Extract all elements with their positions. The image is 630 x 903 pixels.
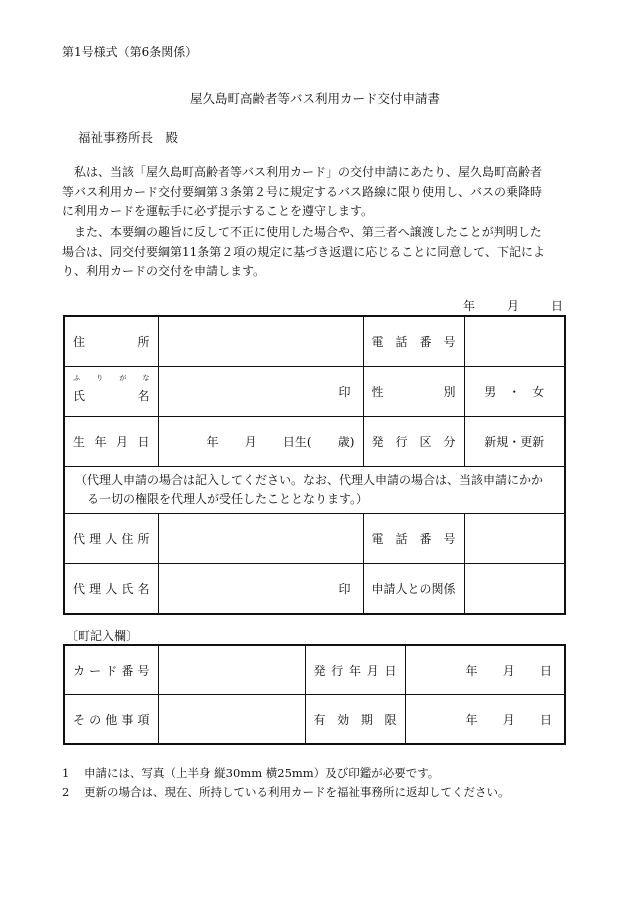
label-char: 名 bbox=[137, 389, 150, 403]
address-field[interactable] bbox=[158, 316, 363, 367]
label-char: 氏 bbox=[73, 389, 86, 403]
addressee: 福祉事務所長 殿 bbox=[78, 130, 179, 145]
label-char: 行 bbox=[395, 435, 408, 449]
relation-label-cell bbox=[363, 564, 464, 615]
label-char: 話 bbox=[395, 532, 408, 546]
label-char: 話 bbox=[395, 335, 408, 349]
note-line: （代理人申請の場合は記入してください。なお、代理人申請の場合は、当該申請にかか bbox=[75, 473, 544, 487]
paragraph-line: 等バス利用カード交付要綱第３条第２号に規定するバス路線に限り使用し、バスの乗降時 bbox=[62, 184, 543, 199]
paragraph-line: 場合は、同交付要綱第11条第２項の規定に基づき返還に応じることに同意して、下記によ bbox=[62, 244, 546, 259]
label-char: 年 bbox=[94, 435, 107, 449]
name-label-cell bbox=[64, 367, 158, 417]
label-char: 有 bbox=[313, 712, 326, 727]
relation-field[interactable] bbox=[464, 564, 565, 615]
note-item bbox=[62, 783, 510, 802]
issue-type-field[interactable] bbox=[464, 417, 565, 467]
label-char: の bbox=[89, 712, 102, 727]
label-char: 日 bbox=[384, 663, 397, 678]
other-label-cell bbox=[64, 695, 158, 745]
label-char: 性 bbox=[371, 385, 384, 399]
date-day-label: 日 bbox=[539, 712, 552, 727]
form-number: 第1号様式（第6条関係） bbox=[62, 45, 198, 59]
furigana-label bbox=[73, 373, 150, 383]
label-char: 別 bbox=[443, 385, 456, 399]
declaration-paragraph-1 bbox=[62, 163, 562, 222]
validity-label-cell bbox=[305, 695, 405, 745]
label-char: 番 bbox=[419, 335, 432, 349]
label-char: 項 bbox=[137, 712, 150, 727]
form-title: 屋久島町高齢者等バス利用カード交付申請書 bbox=[189, 91, 440, 106]
label-char: 住 bbox=[73, 335, 86, 349]
label-char: 行 bbox=[331, 663, 344, 678]
label-char: り bbox=[96, 374, 104, 382]
paragraph-line: に利用カードを運転手に必ず提示することを遵守します。 bbox=[62, 204, 374, 218]
note-number: 1 bbox=[62, 766, 70, 780]
validity-field[interactable] bbox=[405, 695, 565, 745]
town-table bbox=[63, 644, 566, 745]
issue-date-field[interactable] bbox=[405, 645, 565, 695]
birth-row bbox=[64, 417, 565, 467]
label-char: 住 bbox=[121, 532, 134, 546]
date-year-label: 年 bbox=[465, 712, 478, 727]
label-char: 所 bbox=[137, 335, 150, 349]
address-row bbox=[64, 316, 565, 367]
phone-label-cell bbox=[363, 316, 464, 367]
birth-day: 日生( bbox=[282, 435, 312, 449]
label-char: 発 bbox=[371, 435, 384, 449]
label-char: 発 bbox=[313, 663, 326, 678]
relation-label: 申請人との関係 bbox=[371, 582, 456, 596]
label-char: 分 bbox=[443, 435, 456, 449]
applicant-table bbox=[63, 315, 566, 615]
phone-field[interactable] bbox=[464, 316, 565, 367]
label-char: 効 bbox=[337, 712, 350, 727]
proxy-name-field[interactable] bbox=[158, 564, 363, 615]
label-char: 号 bbox=[443, 532, 456, 546]
note-line: る一切の権限を代理人が受任したこととなります。） bbox=[75, 492, 369, 506]
label-char: 名 bbox=[137, 582, 150, 596]
label-char: 代 bbox=[73, 582, 86, 596]
age: 歳) bbox=[337, 435, 355, 449]
proxy-name-row bbox=[64, 564, 565, 615]
date-year-label: 年 bbox=[463, 299, 476, 313]
label-char: 電 bbox=[371, 532, 384, 546]
label-char: 号 bbox=[443, 335, 456, 349]
label-char: 他 bbox=[105, 712, 118, 727]
gender-options: 男 ・ 女 bbox=[484, 385, 545, 399]
note-number: 2 bbox=[62, 785, 70, 799]
label-char: な bbox=[142, 374, 150, 382]
proxy-phone-field[interactable] bbox=[464, 514, 565, 564]
proxy-name-label-cell bbox=[64, 564, 158, 615]
label-char: カ bbox=[73, 663, 86, 678]
label-char: ー bbox=[89, 663, 102, 678]
label-char: 番 bbox=[121, 663, 134, 678]
issue-type-label-cell bbox=[363, 417, 464, 467]
note-item bbox=[62, 764, 510, 783]
birth-label-cell bbox=[64, 417, 158, 467]
date-month-label: 月 bbox=[506, 299, 519, 313]
label-char: 区 bbox=[419, 435, 432, 449]
address-label-cell bbox=[64, 316, 158, 367]
label-char: 月 bbox=[115, 435, 128, 449]
notes-list bbox=[62, 764, 510, 802]
label-char: 代 bbox=[73, 532, 86, 546]
birth-date-field[interactable] bbox=[158, 417, 363, 467]
date-month-label: 月 bbox=[502, 712, 515, 727]
label-char: 電 bbox=[371, 335, 384, 349]
label-char: 氏 bbox=[121, 582, 134, 596]
proxy-address-field[interactable] bbox=[158, 514, 363, 564]
label-char: 番 bbox=[419, 532, 432, 546]
label-char: 月 bbox=[366, 663, 379, 678]
date-month-label: 月 bbox=[502, 663, 515, 678]
label-char: 理 bbox=[89, 582, 102, 596]
label-char: 年 bbox=[348, 663, 361, 678]
card-number-field[interactable] bbox=[158, 645, 305, 695]
label-char: 期 bbox=[360, 712, 373, 727]
birth-month: 月 bbox=[244, 435, 257, 449]
paragraph-line: り、利用カードの交付を申請します。 bbox=[62, 264, 266, 278]
proxy-note-row bbox=[64, 467, 565, 514]
label-char: 号 bbox=[137, 663, 150, 678]
note-text: 申請には、写真（上半身 縦30mm 横25mm）及び印鑑が必要です。 bbox=[84, 766, 440, 780]
town-section-label: 〔町記入欄〕 bbox=[66, 629, 139, 643]
label-char: ふ bbox=[73, 374, 80, 382]
label-char: 生 bbox=[73, 435, 86, 449]
gender-field[interactable] bbox=[464, 367, 565, 417]
label-char: そ bbox=[73, 712, 86, 727]
card-number-row bbox=[64, 645, 565, 695]
proxy-note bbox=[64, 467, 565, 514]
label-char: 理 bbox=[89, 532, 102, 546]
label-char: 日 bbox=[137, 435, 150, 449]
proxy-address-label-cell bbox=[64, 514, 158, 564]
date-day-label: 日 bbox=[550, 299, 563, 313]
note-text: 更新の場合は、現在、所持している利用カードを福祉事務所に返却してください。 bbox=[84, 785, 510, 799]
paragraph-line: また、本要綱の趣旨に反して不正に使用した場合や、第三者へ譲渡したことが判明した bbox=[62, 225, 542, 239]
proxy-address-row bbox=[64, 514, 565, 564]
name-row bbox=[64, 367, 565, 417]
proxy-phone-label-cell bbox=[363, 514, 464, 564]
declaration-paragraph-2 bbox=[62, 223, 562, 282]
label-char: 事 bbox=[121, 712, 134, 727]
label-char: ド bbox=[105, 663, 118, 678]
name-label bbox=[73, 387, 150, 404]
birth-year: 年 bbox=[206, 435, 219, 449]
proxy-seal-mark: 印 bbox=[338, 582, 351, 596]
date-day-label: 日 bbox=[539, 663, 552, 678]
card-number-label-cell bbox=[64, 645, 158, 695]
seal-mark: 印 bbox=[338, 385, 351, 399]
label-char: 限 bbox=[384, 712, 397, 727]
label-char: 所 bbox=[137, 532, 150, 546]
name-field[interactable] bbox=[158, 367, 363, 417]
label-char: が bbox=[119, 374, 127, 382]
issue-date-label-cell bbox=[305, 645, 405, 695]
other-field[interactable] bbox=[158, 695, 305, 745]
issue-type-options: 新規・更新 bbox=[484, 435, 545, 449]
gender-label-cell bbox=[363, 367, 464, 417]
paragraph-line: 私は、当該「屋久島町高齢者等バス利用カード」の交付申請にあたり、屋久島町高齢者 bbox=[62, 165, 543, 179]
label-char: 人 bbox=[105, 582, 118, 596]
label-char: 人 bbox=[105, 532, 118, 546]
other-row bbox=[64, 695, 565, 745]
application-date[interactable] bbox=[463, 297, 563, 314]
date-year-label: 年 bbox=[465, 663, 478, 678]
